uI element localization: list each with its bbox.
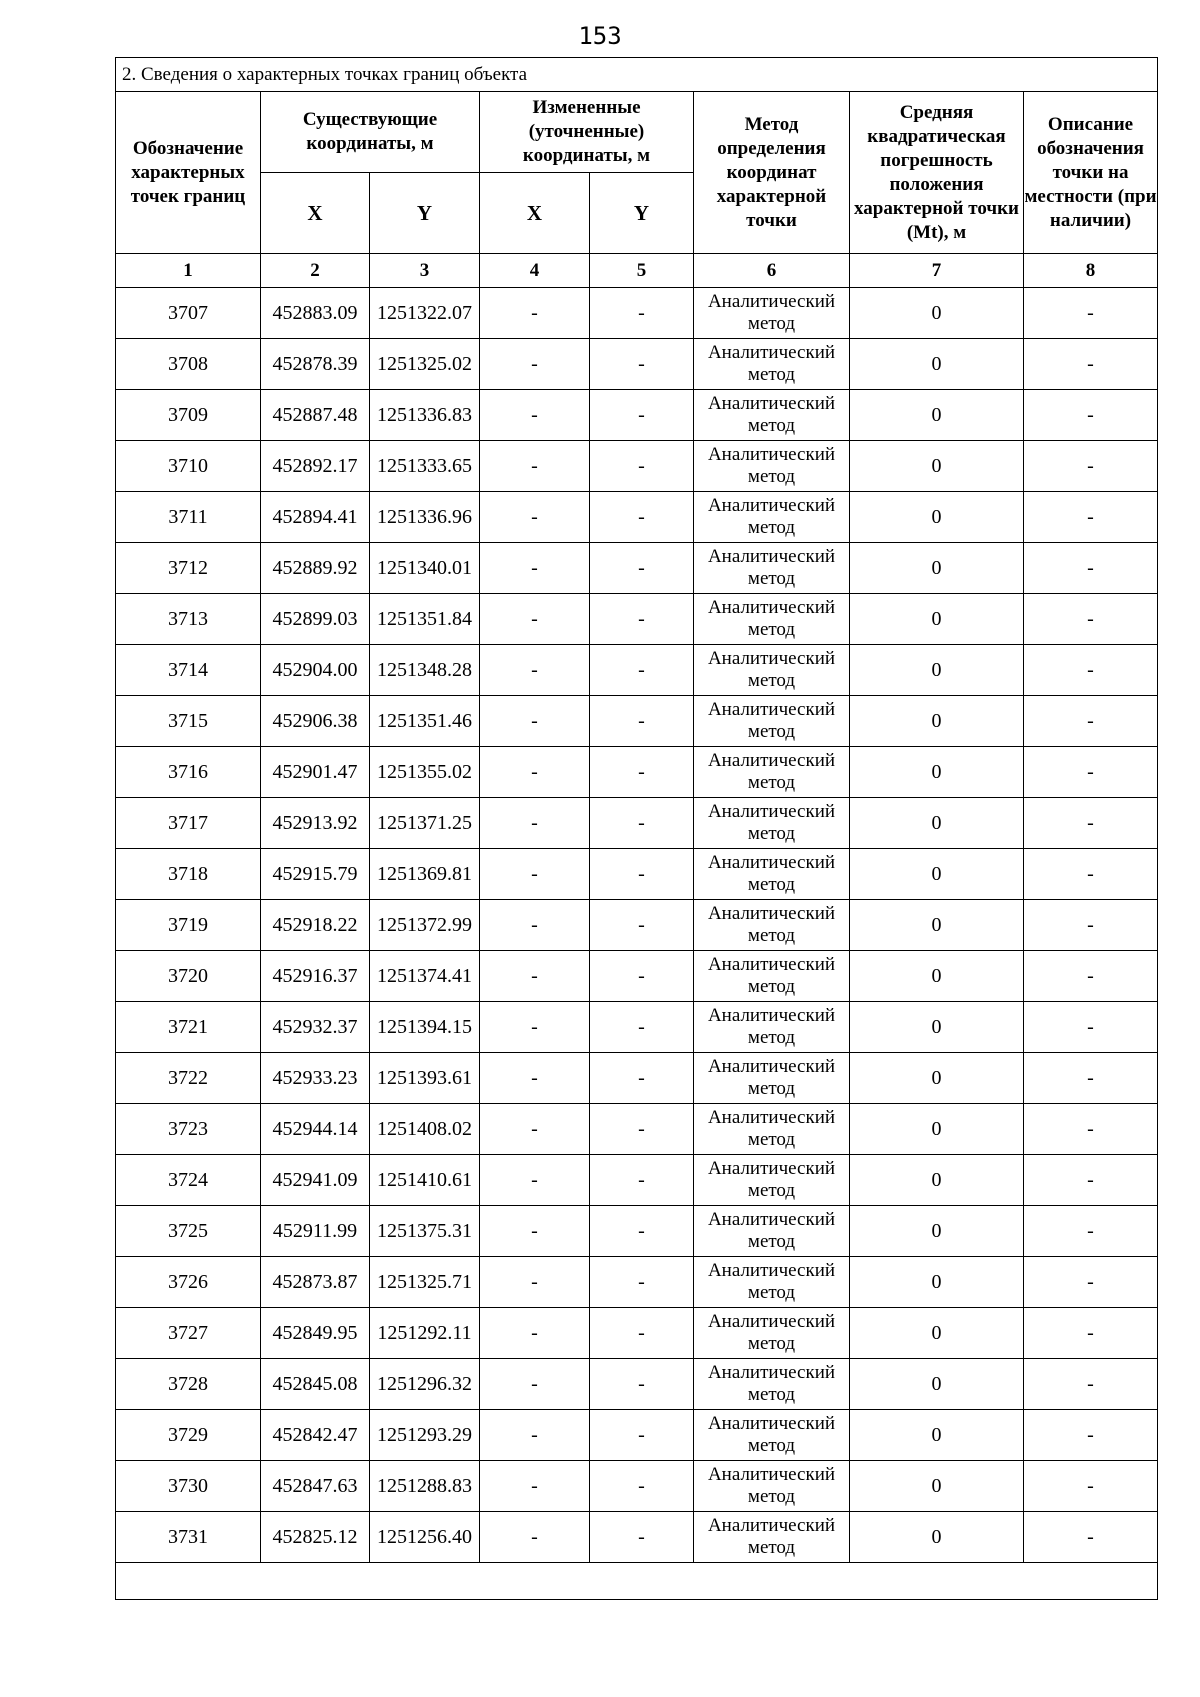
table-row <box>116 951 1158 1002</box>
header-point-description: Описание обозначения точки на местности (при наличии) <box>1024 92 1158 254</box>
existing-x-cell: 452941.09 <box>261 1155 370 1206</box>
existing-x-cell: 452913.92 <box>261 798 370 849</box>
changed-y-cell: - <box>590 798 694 849</box>
mean-square-error-cell: 0 <box>850 288 1024 339</box>
point-id-cell: 3723 <box>116 1104 261 1155</box>
point-description-cell: - <box>1024 798 1158 849</box>
changed-y-cell: - <box>590 1359 694 1410</box>
point-id-cell: 3726 <box>116 1257 261 1308</box>
changed-x-cell: - <box>480 798 590 849</box>
existing-x-cell: 452901.47 <box>261 747 370 798</box>
existing-y-cell: 1251296.32 <box>370 1359 480 1410</box>
existing-y-cell: 1251410.61 <box>370 1155 480 1206</box>
changed-x-cell: - <box>480 543 590 594</box>
point-id-cell: 3720 <box>116 951 261 1002</box>
point-id-cell: 3714 <box>116 645 261 696</box>
table-row <box>116 645 1158 696</box>
table-row <box>116 492 1158 543</box>
changed-y-cell: - <box>590 339 694 390</box>
point-description-cell: - <box>1024 696 1158 747</box>
mean-square-error-cell: 0 <box>850 339 1024 390</box>
changed-y-cell: - <box>590 492 694 543</box>
changed-x-cell: - <box>480 1206 590 1257</box>
column-number: 4 <box>480 254 590 288</box>
point-description-cell: - <box>1024 747 1158 798</box>
existing-y-cell: 1251375.31 <box>370 1206 480 1257</box>
mean-square-error-cell: 0 <box>850 1206 1024 1257</box>
existing-x-cell: 452883.09 <box>261 288 370 339</box>
point-id-cell: 3727 <box>116 1308 261 1359</box>
points-table-body <box>116 288 1158 1600</box>
existing-y-cell: 1251348.28 <box>370 645 480 696</box>
existing-y-cell: 1251394.15 <box>370 1002 480 1053</box>
changed-x-cell: - <box>480 1053 590 1104</box>
existing-y-cell: 1251336.96 <box>370 492 480 543</box>
method-cell: Аналитический метод <box>694 594 850 645</box>
changed-y-cell: - <box>590 1206 694 1257</box>
point-id-cell: 3725 <box>116 1206 261 1257</box>
header-method: Метод определения координат характерной точки <box>694 92 850 254</box>
existing-x-cell: 452904.00 <box>261 645 370 696</box>
point-description-cell: - <box>1024 1308 1158 1359</box>
mean-square-error-cell: 0 <box>850 696 1024 747</box>
point-description-cell: - <box>1024 645 1158 696</box>
existing-x-cell: 452916.37 <box>261 951 370 1002</box>
changed-x-cell: - <box>480 1002 590 1053</box>
mean-square-error-cell: 0 <box>850 1512 1024 1563</box>
method-cell: Аналитический метод <box>694 1053 850 1104</box>
table-row <box>116 849 1158 900</box>
header-existing-x: X <box>261 173 370 254</box>
existing-x-cell: 452911.99 <box>261 1206 370 1257</box>
mean-square-error-cell: 0 <box>850 492 1024 543</box>
changed-x-cell: - <box>480 390 590 441</box>
header-mean-square-error: Средняя квадратическая погрешность положения характерной точки (Mt), м <box>850 92 1024 254</box>
mean-square-error-cell: 0 <box>850 1104 1024 1155</box>
existing-y-cell: 1251372.99 <box>370 900 480 951</box>
method-cell: Аналитический метод <box>694 696 850 747</box>
point-description-cell: - <box>1024 339 1158 390</box>
changed-x-cell: - <box>480 849 590 900</box>
method-cell: Аналитический метод <box>694 798 850 849</box>
changed-y-cell: - <box>590 390 694 441</box>
point-description-cell: - <box>1024 1359 1158 1410</box>
table-row <box>116 441 1158 492</box>
mean-square-error-cell: 0 <box>850 1359 1024 1410</box>
existing-y-cell: 1251325.71 <box>370 1257 480 1308</box>
mean-square-error-cell: 0 <box>850 747 1024 798</box>
changed-y-cell: - <box>590 849 694 900</box>
point-description-cell: - <box>1024 1257 1158 1308</box>
existing-y-cell: 1251322.07 <box>370 288 480 339</box>
changed-y-cell: - <box>590 1308 694 1359</box>
mean-square-error-cell: 0 <box>850 1410 1024 1461</box>
existing-x-cell: 452906.38 <box>261 696 370 747</box>
point-id-cell: 3709 <box>116 390 261 441</box>
changed-y-cell: - <box>590 645 694 696</box>
existing-x-cell: 452842.47 <box>261 1410 370 1461</box>
existing-y-cell: 1251374.41 <box>370 951 480 1002</box>
point-id-cell: 3724 <box>116 1155 261 1206</box>
changed-x-cell: - <box>480 1308 590 1359</box>
existing-y-cell: 1251293.29 <box>370 1410 480 1461</box>
method-cell: Аналитический метод <box>694 1359 850 1410</box>
method-cell: Аналитический метод <box>694 288 850 339</box>
table-row <box>116 1104 1158 1155</box>
table-row <box>116 339 1158 390</box>
table-row <box>116 696 1158 747</box>
point-id-cell: 3722 <box>116 1053 261 1104</box>
changed-x-cell: - <box>480 747 590 798</box>
mean-square-error-cell: 0 <box>850 1155 1024 1206</box>
method-cell: Аналитический метод <box>694 1104 850 1155</box>
changed-x-cell: - <box>480 696 590 747</box>
point-id-cell: 3708 <box>116 339 261 390</box>
changed-x-cell: - <box>480 1104 590 1155</box>
table-row <box>116 1512 1158 1563</box>
mean-square-error-cell: 0 <box>850 798 1024 849</box>
method-cell: Аналитический метод <box>694 543 850 594</box>
column-number: 5 <box>590 254 694 288</box>
table-row <box>116 543 1158 594</box>
existing-x-cell: 452847.63 <box>261 1461 370 1512</box>
existing-x-cell: 452915.79 <box>261 849 370 900</box>
method-cell: Аналитический метод <box>694 1512 850 1563</box>
method-cell: Аналитический метод <box>694 390 850 441</box>
point-description-cell: - <box>1024 951 1158 1002</box>
column-number: 6 <box>694 254 850 288</box>
existing-x-cell: 452944.14 <box>261 1104 370 1155</box>
mean-square-error-cell: 0 <box>850 645 1024 696</box>
changed-y-cell: - <box>590 543 694 594</box>
point-description-cell: - <box>1024 1512 1158 1563</box>
point-id-cell: 3715 <box>116 696 261 747</box>
mean-square-error-cell: 0 <box>850 1308 1024 1359</box>
point-id-cell: 3730 <box>116 1461 261 1512</box>
existing-y-cell: 1251351.84 <box>370 594 480 645</box>
changed-x-cell: - <box>480 339 590 390</box>
point-id-cell: 3719 <box>116 900 261 951</box>
method-cell: Аналитический метод <box>694 1206 850 1257</box>
existing-y-cell: 1251288.83 <box>370 1461 480 1512</box>
changed-x-cell: - <box>480 441 590 492</box>
existing-x-cell: 452899.03 <box>261 594 370 645</box>
column-number: 3 <box>370 254 480 288</box>
method-cell: Аналитический метод <box>694 1155 850 1206</box>
point-description-cell: - <box>1024 1206 1158 1257</box>
existing-y-cell: 1251256.40 <box>370 1512 480 1563</box>
changed-y-cell: - <box>590 747 694 798</box>
blank-footer-cell <box>116 1563 1158 1600</box>
point-id-cell: 3713 <box>116 594 261 645</box>
existing-y-cell: 1251355.02 <box>370 747 480 798</box>
mean-square-error-cell: 0 <box>850 1053 1024 1104</box>
column-number-row <box>116 254 1158 288</box>
header-changed-coordinates: Измененные (уточненные) координаты, м <box>480 92 694 173</box>
column-number: 2 <box>261 254 370 288</box>
mean-square-error-cell: 0 <box>850 390 1024 441</box>
mean-square-error-cell: 0 <box>850 543 1024 594</box>
method-cell: Аналитический метод <box>694 951 850 1002</box>
mean-square-error-cell: 0 <box>850 1257 1024 1308</box>
existing-x-cell: 452918.22 <box>261 900 370 951</box>
column-number: 1 <box>116 254 261 288</box>
existing-x-cell: 452933.23 <box>261 1053 370 1104</box>
point-id-cell: 3707 <box>116 288 261 339</box>
table-row <box>116 747 1158 798</box>
table-row <box>116 900 1158 951</box>
point-description-cell: - <box>1024 594 1158 645</box>
table-row <box>116 1461 1158 1512</box>
method-cell: Аналитический метод <box>694 645 850 696</box>
mean-square-error-cell: 0 <box>850 441 1024 492</box>
table-row <box>116 1410 1158 1461</box>
existing-y-cell: 1251351.46 <box>370 696 480 747</box>
point-description-cell: - <box>1024 543 1158 594</box>
changed-x-cell: - <box>480 288 590 339</box>
changed-x-cell: - <box>480 1155 590 1206</box>
existing-y-cell: 1251340.01 <box>370 543 480 594</box>
point-description-cell: - <box>1024 849 1158 900</box>
changed-y-cell: - <box>590 1053 694 1104</box>
method-cell: Аналитический метод <box>694 747 850 798</box>
point-description-cell: - <box>1024 1410 1158 1461</box>
table-row <box>116 594 1158 645</box>
point-description-cell: - <box>1024 492 1158 543</box>
existing-y-cell: 1251325.02 <box>370 339 480 390</box>
changed-x-cell: - <box>480 1257 590 1308</box>
existing-x-cell: 452873.87 <box>261 1257 370 1308</box>
table-row <box>116 1053 1158 1104</box>
changed-y-cell: - <box>590 1410 694 1461</box>
point-id-cell: 3718 <box>116 849 261 900</box>
changed-x-cell: - <box>480 1512 590 1563</box>
changed-y-cell: - <box>590 441 694 492</box>
table-row <box>116 1359 1158 1410</box>
existing-y-cell: 1251371.25 <box>370 798 480 849</box>
changed-x-cell: - <box>480 492 590 543</box>
column-number: 8 <box>1024 254 1158 288</box>
section-title: 2. Сведения о характерных точках границ объекта <box>116 58 1158 92</box>
method-cell: Аналитический метод <box>694 1308 850 1359</box>
changed-x-cell: - <box>480 900 590 951</box>
changed-y-cell: - <box>590 1257 694 1308</box>
changed-y-cell: - <box>590 288 694 339</box>
point-id-cell: 3711 <box>116 492 261 543</box>
method-cell: Аналитический метод <box>694 492 850 543</box>
changed-y-cell: - <box>590 1512 694 1563</box>
method-cell: Аналитический метод <box>694 1257 850 1308</box>
column-number: 7 <box>850 254 1024 288</box>
existing-x-cell: 452825.12 <box>261 1512 370 1563</box>
existing-y-cell: 1251369.81 <box>370 849 480 900</box>
boundary-points-table <box>115 57 1158 1600</box>
changed-x-cell: - <box>480 1461 590 1512</box>
existing-y-cell: 1251408.02 <box>370 1104 480 1155</box>
changed-y-cell: - <box>590 1461 694 1512</box>
point-description-cell: - <box>1024 1104 1158 1155</box>
changed-y-cell: - <box>590 594 694 645</box>
changed-x-cell: - <box>480 645 590 696</box>
table-row <box>116 1002 1158 1053</box>
point-id-cell: 3712 <box>116 543 261 594</box>
point-id-cell: 3729 <box>116 1410 261 1461</box>
point-description-cell: - <box>1024 1461 1158 1512</box>
header-changed-x: X <box>480 173 590 254</box>
changed-x-cell: - <box>480 1410 590 1461</box>
table-row <box>116 390 1158 441</box>
table-row <box>116 1257 1158 1308</box>
mean-square-error-cell: 0 <box>850 1461 1024 1512</box>
mean-square-error-cell: 0 <box>850 951 1024 1002</box>
method-cell: Аналитический метод <box>694 1002 850 1053</box>
table-row <box>116 1206 1158 1257</box>
point-id-cell: 3710 <box>116 441 261 492</box>
changed-x-cell: - <box>480 1359 590 1410</box>
existing-y-cell: 1251333.65 <box>370 441 480 492</box>
point-description-cell: - <box>1024 1002 1158 1053</box>
existing-x-cell: 452889.92 <box>261 543 370 594</box>
changed-y-cell: - <box>590 696 694 747</box>
table-row <box>116 1308 1158 1359</box>
header-existing-y: Y <box>370 173 480 254</box>
point-description-cell: - <box>1024 900 1158 951</box>
existing-y-cell: 1251292.11 <box>370 1308 480 1359</box>
existing-x-cell: 452894.41 <box>261 492 370 543</box>
existing-x-cell: 452845.08 <box>261 1359 370 1410</box>
header-designation: Обозначение характерных точек границ <box>116 92 261 254</box>
method-cell: Аналитический метод <box>694 900 850 951</box>
header-existing-coordinates: Существующие координаты, м <box>261 92 480 173</box>
method-cell: Аналитический метод <box>694 441 850 492</box>
header-changed-y: Y <box>590 173 694 254</box>
mean-square-error-cell: 0 <box>850 849 1024 900</box>
point-id-cell: 3731 <box>116 1512 261 1563</box>
page-number: 153 <box>578 22 622 50</box>
existing-x-cell: 452932.37 <box>261 1002 370 1053</box>
mean-square-error-cell: 0 <box>850 900 1024 951</box>
changed-y-cell: - <box>590 1155 694 1206</box>
changed-x-cell: - <box>480 594 590 645</box>
method-cell: Аналитический метод <box>694 1410 850 1461</box>
existing-x-cell: 452887.48 <box>261 390 370 441</box>
changed-y-cell: - <box>590 1104 694 1155</box>
existing-x-cell: 452892.17 <box>261 441 370 492</box>
table-row <box>116 1155 1158 1206</box>
existing-x-cell: 452849.95 <box>261 1308 370 1359</box>
method-cell: Аналитический метод <box>694 849 850 900</box>
point-description-cell: - <box>1024 1053 1158 1104</box>
existing-y-cell: 1251393.61 <box>370 1053 480 1104</box>
table-row <box>116 288 1158 339</box>
table-row <box>116 798 1158 849</box>
point-description-cell: - <box>1024 288 1158 339</box>
point-id-cell: 3716 <box>116 747 261 798</box>
changed-y-cell: - <box>590 900 694 951</box>
point-id-cell: 3721 <box>116 1002 261 1053</box>
point-id-cell: 3717 <box>116 798 261 849</box>
changed-x-cell: - <box>480 951 590 1002</box>
existing-x-cell: 452878.39 <box>261 339 370 390</box>
changed-y-cell: - <box>590 951 694 1002</box>
point-id-cell: 3728 <box>116 1359 261 1410</box>
changed-y-cell: - <box>590 1002 694 1053</box>
method-cell: Аналитический метод <box>694 1461 850 1512</box>
mean-square-error-cell: 0 <box>850 1002 1024 1053</box>
method-cell: Аналитический метод <box>694 339 850 390</box>
blank-footer-row <box>116 1563 1158 1600</box>
mean-square-error-cell: 0 <box>850 594 1024 645</box>
point-description-cell: - <box>1024 1155 1158 1206</box>
existing-y-cell: 1251336.83 <box>370 390 480 441</box>
point-description-cell: - <box>1024 441 1158 492</box>
point-description-cell: - <box>1024 390 1158 441</box>
